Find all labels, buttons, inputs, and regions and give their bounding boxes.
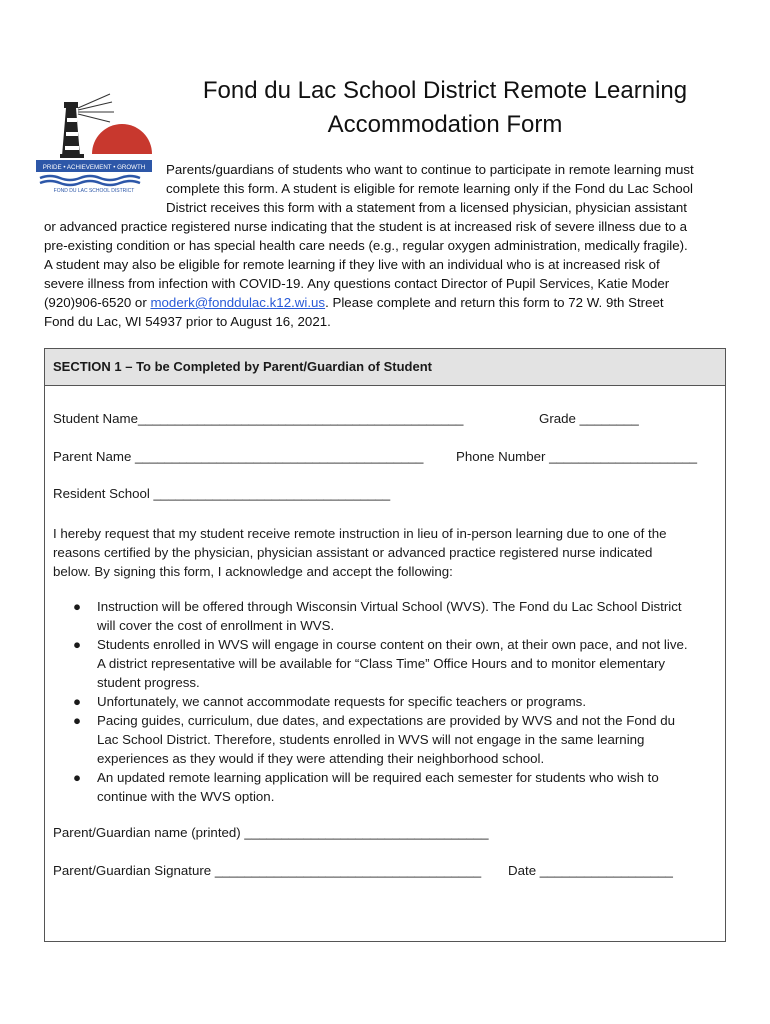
list-item — [53, 692, 713, 711]
bullet-icon: ● — [73, 770, 82, 785]
list-item-text: Pacing guides, curriculum, due dates, and expectations are provided by WVS and not the Fond du — [97, 713, 676, 728]
svg-text:FOND DU LAC SCHOOL DISTRICT: FOND DU LAC SCHOOL DISTRICT — [53, 188, 135, 194]
request-line: I hereby request that my student receive remote instruction in lieu of in-person learning due to one of the — [53, 526, 667, 541]
intro-text: . Please complete and return this form to 72 W. 9th Street — [325, 295, 664, 310]
intro-text: (920)906-6520 or — [44, 295, 151, 310]
intro-line: A student may also be eligible for remote learning if they live with an individual who is at increased risk of — [44, 257, 660, 272]
intro-paragraph — [44, 160, 728, 331]
title-line-2: Accommodation Form — [327, 111, 563, 138]
intro-line: or advanced practice registered nurse indicating that the student is at increased risk of severe illness due to a — [44, 219, 688, 234]
bullet-icon: ● — [73, 713, 82, 728]
acknowledgement-list — [53, 597, 713, 806]
grade-field[interactable]: Grade ________ — [539, 411, 639, 426]
section-1 — [44, 348, 726, 942]
title-line-1: Fond du Lac School District Remote Learning — [202, 77, 688, 104]
parent-name-field[interactable]: Parent Name _______________________________________ — [53, 449, 424, 464]
list-item — [53, 597, 713, 635]
list-item-text: continue with the WVS option. — [97, 789, 275, 804]
intro-line: complete this form. A student is eligible for remote learning only if the Fond du Lac School — [166, 181, 693, 196]
email-link[interactable]: moderk@fonddulac.k12.wi.us — [150, 295, 326, 310]
list-item-text: student progress. — [97, 675, 200, 690]
intro-line: pre-existing condition or has special health care needs (e.g., regular oxygen administration, medically fragile). — [44, 238, 688, 253]
list-item-text: Unfortunately, we cannot accommodate requests for specific teachers or programs. — [97, 694, 587, 709]
list-item-text: experiences as they would if they were attending their neighborhood school. — [97, 751, 545, 766]
bullet-icon: ● — [73, 599, 82, 614]
student-name-field[interactable]: Student Name____________________________________________ — [53, 411, 464, 426]
list-item-text: A district representative will be available for “Class Time” Office Hours and to monitor elementary — [97, 656, 666, 671]
list-item-text: An updated remote learning application will be required each semester for students who wish to — [97, 770, 659, 785]
guardian-signature-field[interactable]: Parent/Guardian Signature ____________________________________ — [53, 863, 482, 878]
request-paragraph — [53, 524, 713, 581]
list-item-text: Instruction will be offered through Wisconsin Virtual School (WVS). The Fond du Lac School District — [97, 599, 682, 614]
phone-number-field[interactable]: Phone Number ____________________ — [456, 449, 698, 464]
intro-line: Parents/guardians of students who want to continue to participate in remote learning must — [166, 162, 694, 177]
page-title — [160, 74, 730, 142]
intro-line — [44, 293, 728, 312]
list-item-text: will cover the cost of enrollment in WVS. — [97, 618, 335, 633]
list-item — [53, 635, 713, 692]
date-field[interactable]: Date __________________ — [508, 863, 673, 878]
intro-line: Fond du Lac, WI 54937 prior to August 16, 2021. — [44, 314, 331, 329]
section-1-header: SECTION 1 – To be Completed by Parent/Guardian of Student — [45, 349, 725, 386]
list-item-text: Students enrolled in WVS will engage in course content on their own, at their own pace, and not live. — [97, 637, 688, 652]
request-line: below. By signing this form, I acknowledge and accept the following: — [53, 564, 453, 579]
request-line: reasons certified by the physician, physician assistant or advanced practice registered nurse indicated — [53, 545, 653, 560]
resident-school-field[interactable]: Resident School ________________________________ — [53, 486, 391, 501]
list-item — [53, 768, 713, 806]
bullet-icon: ● — [73, 694, 82, 709]
guardian-name-field[interactable]: Parent/Guardian name (printed) _________________________________ — [53, 825, 489, 840]
list-item — [53, 711, 713, 768]
intro-line: District receives this form with a statement from a licensed physician, physician assistant — [166, 200, 687, 215]
intro-line: severe illness from infection with COVID-19. Any questions contact Director of Pupil Services, Katie Moder — [44, 276, 670, 291]
svg-text:PRIDE • ACHIEVEMENT • GROWTH: PRIDE • ACHIEVEMENT • GROWTH — [42, 164, 146, 171]
list-item-text: Lac School District. Therefore, students enrolled in WVS will not engage in the same learning — [97, 732, 645, 747]
bullet-icon: ● — [73, 637, 82, 652]
